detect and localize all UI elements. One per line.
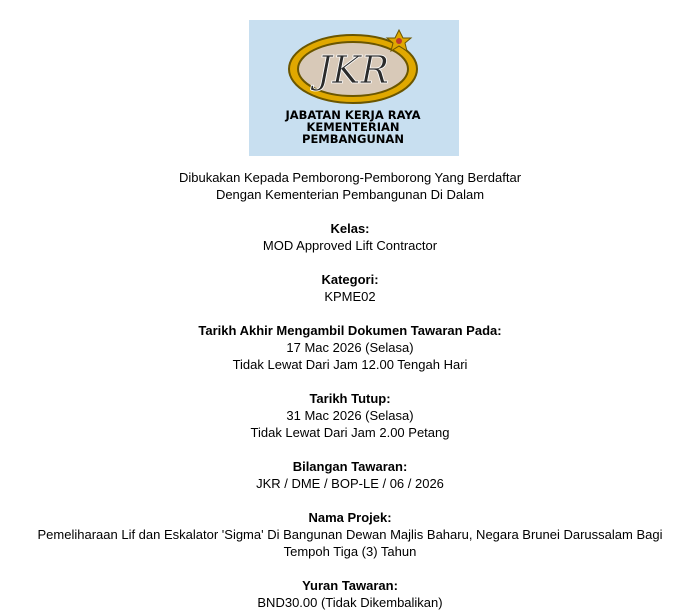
tarikh-tutup-date: 31 Mac 2026 (Selasa) [286,408,414,423]
projek-line-2: Tempoh Tiga (3) Tahun [283,544,417,559]
logo-initials: JKR [316,48,390,92]
jkr-emblem-graphic [249,20,459,156]
bilangan-label: Bilangan Tawaran: [292,459,408,474]
notice-body [0,169,700,611]
yuran-label: Yuran Tawaran: [302,578,398,593]
intro-line-2: Dengan Kementerian Pembangunan Di Dalam [215,187,485,202]
logo-org-line1: JABATAN KERJA RAYA [285,108,421,122]
jkr-logo [249,20,459,156]
logo-org-line2: KEMENTERIAN [306,120,400,134]
kelas-label: Kelas: [330,221,370,236]
tarikh-tutup-label: Tarikh Tutup: [309,391,391,406]
yuran-value: BND30.00 (Tidak Dikembalikan) [257,595,443,610]
kategori-label: Kategori: [321,272,379,287]
bilangan-value: JKR / DME / BOP-LE / 06 / 2026 [256,476,444,491]
tarikh-tutup-time: Tidak Lewat Dari Jam 2.00 Petang [250,425,450,440]
projek-line-1: Pemeliharaan Lif dan Eskalator 'Sigma' Di Bangunan Dewan Majlis Baharu, Negara Brunei Darussalam Bagi [37,527,663,542]
tarikh-akhir-label: Tarikh Akhir Mengambil Dokumen Tawaran Pada: [198,323,502,338]
tarikh-akhir-date: 17 Mac 2026 (Selasa) [286,340,414,355]
kelas-value: MOD Approved Lift Contractor [262,238,438,253]
projek-label: Nama Projek: [308,510,392,525]
kategori-value: KPME02 [324,289,376,304]
intro-line-1: Dibukakan Kepada Pemborong-Pemborong Yang Berdaftar [178,170,522,185]
logo-org-line3: PEMBANGUNAN [302,132,404,146]
tarikh-akhir-time: Tidak Lewat Dari Jam 12.00 Tengah Hari [232,357,468,372]
